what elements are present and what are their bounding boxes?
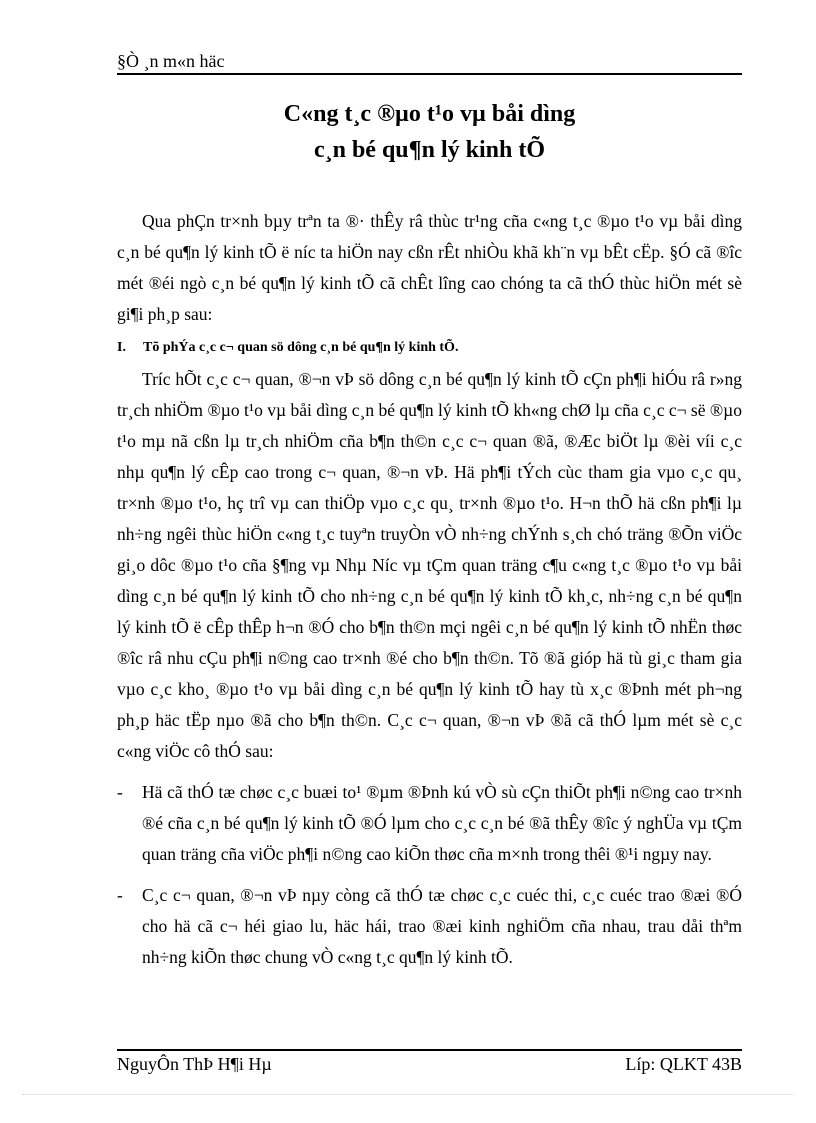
bullet-item: [117, 777, 742, 870]
footer-divider: [117, 1049, 742, 1051]
bullet-item: [117, 880, 742, 973]
body-paragraph: Tríc hÕt c¸c c¬ quan, ®¬n vÞ sö dông c¸n bé qu¶n lý kinh tÕ cÇn ph¶i hiÓu râ r»ng tr¸ch nhiÖm ®µo t¹o vµ båi dìng c¸n bé qu¶n lý kinh tÕ kh«ng chØ lµ cña c¸c c¬ së ®µo t¹o mµ nã cßn lµ tr¸ch nhiÖm cña b¶n th©n c¸c c¬ quan ®ã, ®Æc biÖt lµ ®èi víi c¸c nhµ qu¶n lý cÊp cao trong c¬ quan, ®¬n vÞ. Hä ph¶i tÝch cùc tham gia vµo c¸c qu¸ tr×nh ®µo t¹o, hç trî vµ can thiÖp vµo c¸c qu¸ tr×nh ®µo t¹o. H¬n thÕ hä cßn ph¶i lµ nh÷ng ngêi thùc hiÖn c«ng t¸c tuyªn truyÒn vÒ nh÷ng chÝnh s¸ch chó träng ®Õn viÖc gi¸o dôc ®µo t¹o cña §¶ng vµ Nhµ Níc vµ tÇm quan träng c¶u c«ng t¸c ®µo t¹o vµ båi dìng c¸n bé qu¶n lý kinh tÕ cho nh÷ng c¸n bé qu¶n lý kinh tÕ kh¸c, nh÷ng c¸n bé qu¶n lý kinh tÕ ë cÊp thÊp h¬n ®Ó cho b¶n th©n mçi ngêi c¸n bé qu¶n lý kinh tÕ nhËn thøc ®îc râ nhu cÇu ph¶i n©ng cao tr×nh ®é cho b¶n th©n. Tõ ®ã gióp hä tù gi¸c tham gia vµo c¸c kho¸ ®µo t¹o vµ båi dìng c¸n bé qu¶n lý kinh tÕ hay tù x¸c ®Þnh mét ph¬ng ph¸p häc tËp nµo ®ã cho b¶n th©n. C¸c c¬ quan, ®¬n vÞ ®ã cã thÓ lµm mét sè c¸c c«ng viÖc cô thÓ sau:: [117, 369, 742, 761]
bullet-dash: -: [117, 782, 123, 802]
bullet-dash: -: [117, 885, 123, 905]
intro-paragraph: Qua phÇn tr×nh bµy trªn ta ®· thÊy râ thùc tr¹ng cña c«ng t¸c ®µo t¹o vµ båi dìng c¸n bé qu¶n lý kinh tÕ ë níc ta hiÖn nay cßn rÊt nhiÒu khã kh¨n vµ bÊt cËp. §Ó cã ®îc mét ®éi ngò c¸n bé qu¶n lý kinh tÕ cã chÊt lîng cao chóng ta cã thÓ thùc hiÖn mét sè gi¶i ph¸p sau:: [117, 211, 742, 324]
bullet-text: Hä cã thÓ tæ chøc c¸c buæi to¹ ®µm ®Þnh kú vÒ sù cÇn thiÕt ph¶i n©ng cao tr×nh ®é cña c¸n bé qu¶n lý kinh tÕ ®Ó lµm cho c¸c c¸n bé ®ã thÊy ®îc ý nghÜa vµ tÇm quan träng cña viÖc ph¶i n©ng cao kiÕn thøc cña m×nh trong thêi ®¹i ngµy nay.: [142, 782, 742, 864]
title-line-1: C«ng t¸c ®µo t¹o vµ båi dìng: [283, 101, 576, 127]
section-title: Tõ phÝa c¸c c¬ quan sö dông c¸n bé qu¶n lý kinh tÕ.: [143, 340, 459, 355]
document-body: [117, 206, 742, 973]
footer-author: NguyÔn ThÞ H¶i Hµ: [117, 1054, 272, 1074]
page-edge-divider: [22, 1094, 794, 1095]
header-divider: [117, 73, 742, 75]
document-title: [117, 96, 742, 168]
section-number: I.: [117, 340, 126, 355]
page-header: §Ò ¸n m«n häc: [117, 51, 225, 71]
section-heading: [117, 334, 742, 362]
title-line-2: c¸n bé qu¶n lý kinh tÕ: [313, 137, 546, 163]
page-footer: [117, 1053, 742, 1075]
bullet-text: C¸c c¬ quan, ®¬n vÞ nµy còng cã thÓ tæ chøc c¸c cuéc thi, c¸c cuéc trao ®æi ®Ó cho hä cã c¬ héi giao lu, häc hái, trao ®æi kinh nghiÖm cña nhau, trau dåi thªm nh÷ng kiÕn thøc chung vÒ c«ng t¸c qu¶n lý kinh tÕ.: [142, 885, 742, 967]
footer-class: Líp: QLKT 43B: [625, 1054, 742, 1074]
